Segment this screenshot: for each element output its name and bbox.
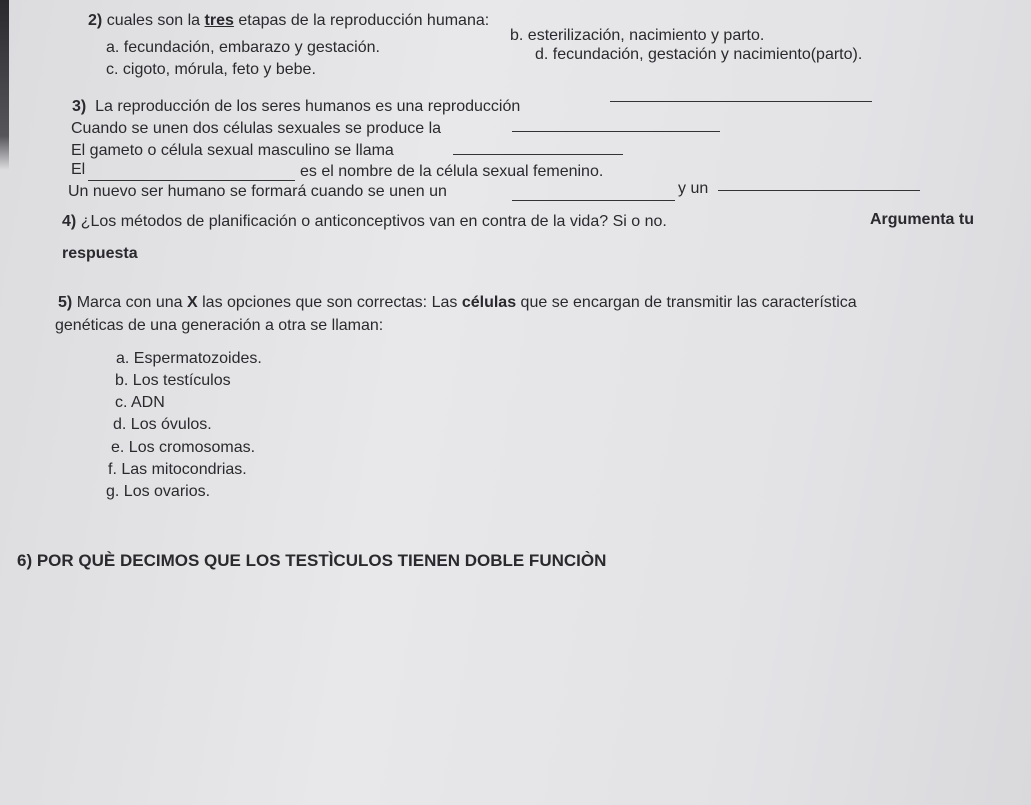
q4-bold-line2: respuesta — [62, 245, 138, 262]
question-4 — [62, 213, 667, 231]
question-5 — [58, 294, 857, 312]
q5-text-a: Marca con una — [76, 294, 183, 311]
answer-blank[interactable] — [610, 101, 872, 102]
q5-option-b[interactable]: b. Los testículos — [115, 372, 231, 389]
q5-option-a[interactable]: a. Espermatozoides. — [116, 350, 262, 367]
q5-bold: células — [461, 294, 517, 311]
q4-text: ¿Los métodos de planificación o anticonceptivos van en contra de la vida? Si o no. — [80, 213, 667, 230]
q5-option-d[interactable]: d. Los óvulos. — [113, 416, 212, 433]
q3-line-3: El gameto o célula sexual masculino se llama — [71, 142, 394, 159]
q3-line-1 — [72, 98, 520, 116]
answer-blank[interactable] — [453, 154, 623, 155]
q3-line-4a: El — [71, 161, 86, 178]
answer-blank[interactable] — [718, 190, 920, 191]
q5-option-f[interactable]: f. Las mitocondrias. — [108, 461, 247, 478]
q5-text-c: que se encargan de transmitir las característica — [520, 294, 857, 311]
q2-option-b: b. esterilización, nacimiento y parto. — [510, 27, 765, 44]
q4-number: 4) — [62, 213, 77, 230]
q5-option-g[interactable]: g. Los ovarios. — [106, 483, 211, 500]
answer-blank[interactable] — [88, 180, 295, 181]
answer-blank[interactable] — [512, 131, 720, 132]
photo-edge — [0, 0, 9, 170]
q5-text-b: las opciones que son correctas: Las — [202, 294, 458, 311]
q3-line-5b: y un — [678, 180, 709, 197]
q3-line-5a: Un nuevo ser humano se formará cuando se unen un — [68, 183, 447, 200]
q4-bold-tail: Argumenta tu — [870, 211, 974, 228]
question-2 — [88, 12, 489, 30]
q3-line-4b: es el nombre de la célula sexual femenino. — [300, 163, 604, 180]
q5-number: 5) — [58, 294, 73, 311]
q3-number: 3) — [72, 98, 87, 115]
q5-option-c[interactable]: c. ADN — [115, 394, 165, 411]
q5-x: X — [186, 294, 198, 311]
q2-option-c: c. cigoto, mórula, feto y bebe. — [106, 61, 316, 78]
q5-line-2: genéticas de una generación a otra se llaman: — [55, 317, 384, 334]
q2-text-after: etapas de la reproducción humana: — [238, 12, 490, 29]
q5-option-e[interactable]: e. Los cromosomas. — [111, 439, 256, 456]
q2-option-d: d. fecundación, gestación y nacimiento(parto). — [535, 46, 863, 63]
q3-line-2: Cuando se unen dos células sexuales se produce la — [71, 120, 442, 137]
q2-emphasis: tres — [204, 12, 234, 29]
answer-blank[interactable] — [512, 200, 675, 201]
q3-line1-text: La reproducción de los seres humanos es una reproducción — [95, 98, 521, 115]
q2-number: 2) — [88, 12, 103, 29]
question-6: 6) POR QUÈ DECIMOS QUE LOS TESTÌCULOS TIENEN DOBLE FUNCIÒN — [17, 551, 607, 570]
q2-option-a: a. fecundación, embarazo y gestación. — [106, 39, 380, 56]
q2-text-before: cuales son la — [106, 12, 201, 29]
